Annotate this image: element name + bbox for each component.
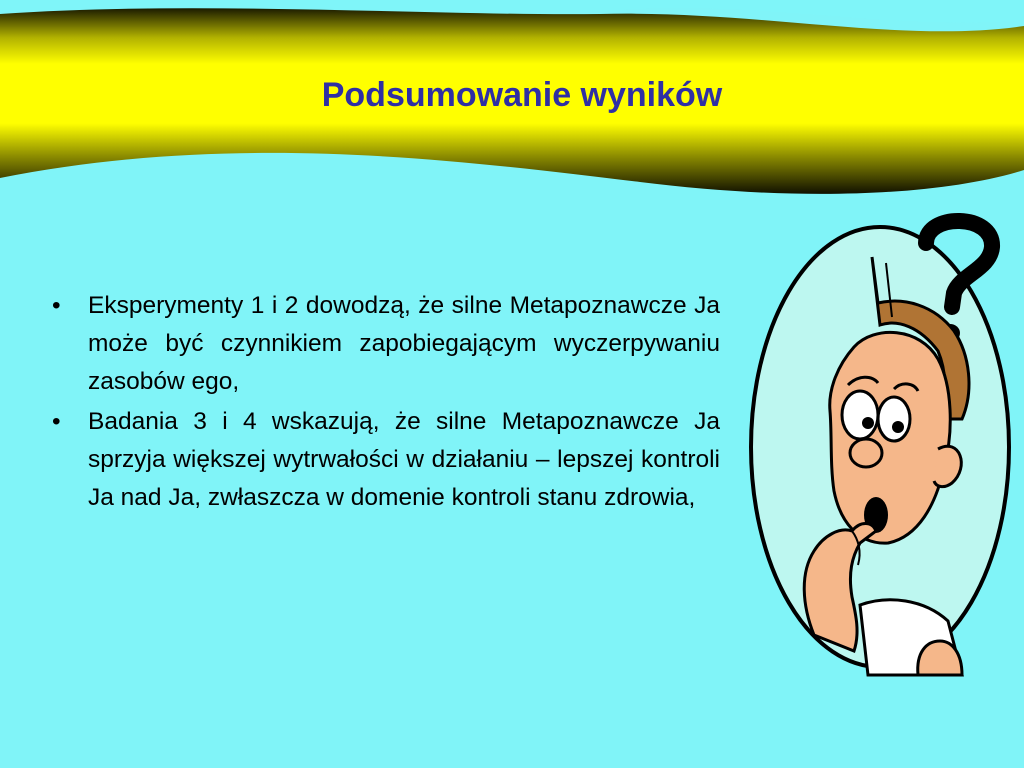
bullet-text: Badania 3 i 4 wskazują, że silne Metapoznawcze Ja sprzyja większej wytrwałości w działaniu – lepszej kontroli Ja nad Ja, zwłaszcza w domenie kontroli stanu zdrowia, — [88, 408, 720, 511]
bullet-list — [48, 287, 720, 517]
bullet-item — [48, 287, 720, 401]
slide-content — [48, 287, 720, 519]
bullet-marker: • — [52, 292, 61, 319]
eye-icon — [842, 391, 878, 439]
bullet-marker: • — [52, 408, 61, 435]
slide-title: Podsumowanie wyników — [321, 76, 723, 114]
thinking-man-icon — [748, 205, 1024, 705]
bullet-item — [48, 403, 720, 517]
bullet-text: Eksperymenty 1 i 2 dowodzą, że silne Metapoznawcze Ja może być czynnikiem zapobiegającym wyczerpywaniu zasobów ego, — [88, 292, 720, 395]
eye-icon — [878, 397, 910, 441]
nose-icon — [850, 439, 882, 467]
